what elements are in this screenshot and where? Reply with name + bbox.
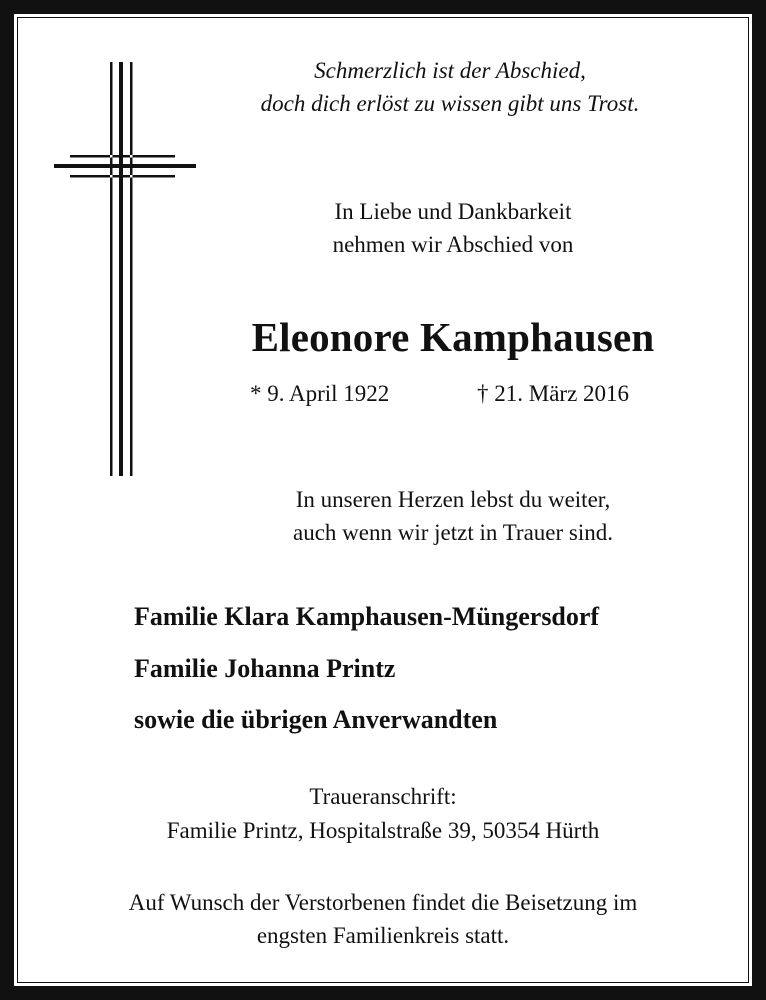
mourner-relatives: sowie die übrigen Anverwandten [134,705,498,734]
address-label: Traueranschrift: [309,784,457,809]
mourner-family-2: Familie Johanna Printz [134,654,396,683]
birth-date: * 9. April 1922 [250,381,390,406]
intro-line-1: In Liebe und Dankbarkeit [334,199,572,224]
verse-line-2: auch wenn wir jetzt in Trauer sind. [292,520,614,545]
latin-cross-icon [54,62,196,476]
mourner-family-1: Familie Klara Kamphausen-Müngersdorf [134,602,600,631]
intro-line-2: nehmen wir Abschied von [332,232,574,257]
death-date: † 21. März 2016 [477,381,630,406]
deceased-name: Eleonore Kamphausen [251,314,655,360]
burial-notice-line-2: engsten Familienkreis statt. [256,923,510,948]
motto-line-2: doch dich erlöst zu wissen gibt uns Trost. [260,91,640,116]
verse-line-1: In unseren Herzen lebst du weiter, [295,487,611,512]
motto-line-1: Schmerzlich ist der Abschied, [314,58,586,83]
burial-notice-line-1: Auf Wunsch der Verstorbenen findet die Beisetzung im [128,890,638,915]
address-value: Familie Printz, Hospitalstraße 39, 50354 Hürth [166,818,600,843]
